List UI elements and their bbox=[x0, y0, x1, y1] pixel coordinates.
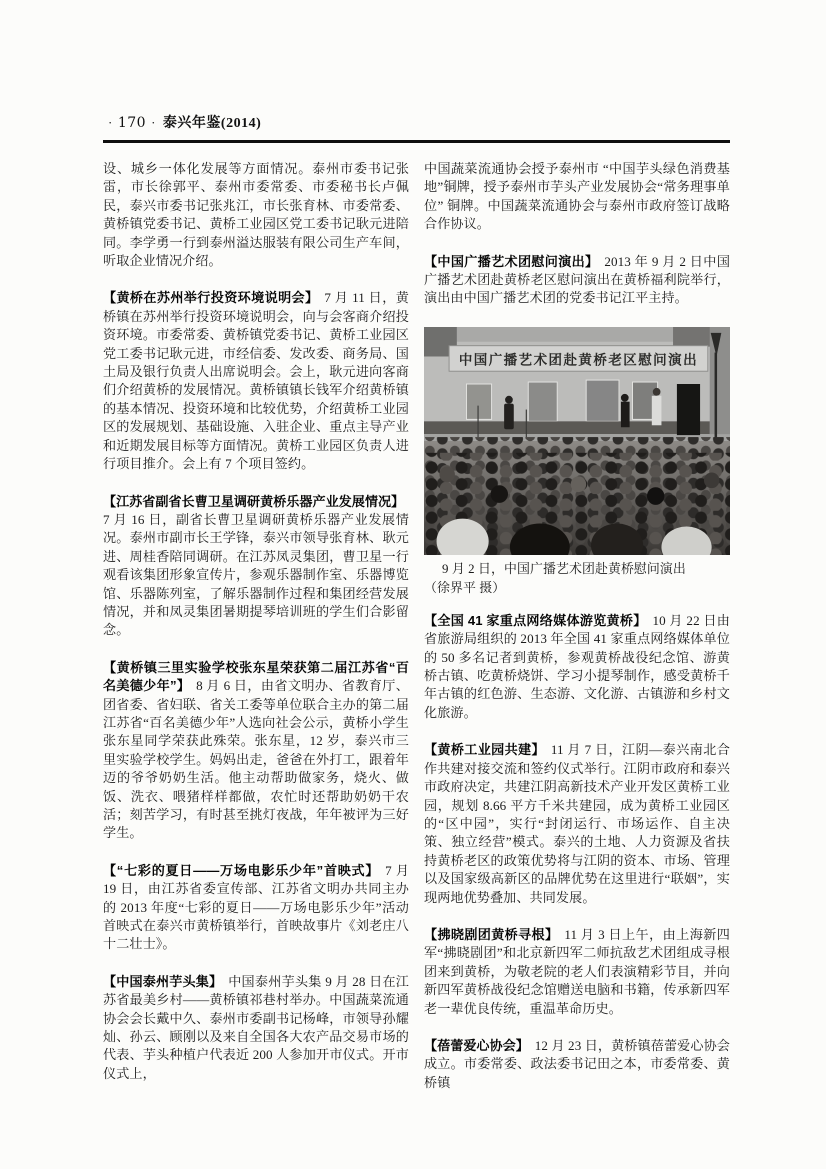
entry-heading: 【中国广播艺术团慰问演出】 bbox=[424, 253, 599, 269]
entry-paragraph bbox=[103, 862, 409, 954]
two-column-layout bbox=[103, 160, 730, 1092]
entry-heading: 【江苏省副省长曹卫星调研黄桥乐器产业发展情况】 bbox=[103, 493, 405, 509]
header-dot-icon: · bbox=[151, 115, 156, 130]
page-number: 170 bbox=[117, 115, 147, 131]
entry-paragraph bbox=[424, 612, 730, 722]
news-photo-figure bbox=[424, 327, 730, 598]
entry-heading: 【蓓蕾爱心协会】 bbox=[424, 1037, 529, 1053]
continuation-paragraph: 设、城乡一体化发展等方面情况。泰州市委书记张雷，市长徐郭平、泰州市委常委、市委秘书长卢佩民，泰兴市委书记张兆江，市长张育林、市委常委、黄桥镇党委书记、黄桥工业园区党工委书记耿元进陪同。李学勇一行到泰州溢达服装有限公司生产车间，听取企业情况介绍。 bbox=[103, 161, 409, 269]
entry-paragraph bbox=[424, 741, 730, 907]
entry-heading: 【“七彩的夏日——万场电影乐少年”首映式】 bbox=[103, 862, 380, 878]
entry-heading: 【拂晓剧团黄桥寻根】 bbox=[424, 926, 559, 942]
entry-heading: 【中国泰州芋头集】 bbox=[103, 973, 223, 989]
photo-credit: （徐界平 摄） bbox=[424, 580, 506, 595]
entry-paragraph bbox=[424, 1037, 730, 1092]
entry-paragraph bbox=[103, 493, 409, 640]
header-rule bbox=[103, 140, 730, 143]
entry-body: 12 月 23 日，黄桥镇蓓蕾爱心协会成立。市委常委、政法委书记田之本，市委常委、黄桥镇 bbox=[424, 1037, 730, 1090]
entry-paragraph bbox=[424, 253, 730, 308]
news-photo bbox=[424, 327, 730, 555]
photo-caption-text: 9 月 2 日，中国广播艺术团赴黄桥慰问演出 bbox=[442, 561, 686, 576]
entry-paragraph bbox=[424, 926, 730, 1018]
entry-body: 2013 年 9 月 2 日中国广播艺术团赴黄桥老区慰问演出在黄桥福利院举行，演出由中国广播艺术团的党委书记江平主持。 bbox=[424, 253, 731, 306]
entry-heading: 【黄桥在苏州举行投资环境说明会】 bbox=[103, 290, 319, 306]
entry-body: 7 月 11 日，黄桥镇在苏州举行投资环境说明会，向与会客商介绍投资环境。市委常委、黄桥镇党委书记、黄桥工业园区党工委书记耿元进，市经信委、发改委、商务局、国土局及银行负责人出席说明会。会上，耿元进向客商们介绍黄桥的发展情况。黄桥镇镇长钱军介绍黄桥镇的基本情况、投资环境和比较优势，介绍黄桥工业园区的发展规划、基础设施、入驻企业、重点主导产业和近期发展目标等方面情况。黄桥工业园区负责人进行项目推介。会上有 7 个项目签约。 bbox=[103, 290, 409, 472]
entry-paragraph bbox=[103, 289, 409, 473]
entry-heading: 【黄桥镇三里实验学校张东星荣获第二届江苏省“百名美德少年”】 bbox=[103, 659, 409, 694]
entry-body: 11 月 7 日，江阴—泰兴南北合作共建对接交流和签约仪式举行。江阴市政府和泰兴市政府决定，共建江阴高新技术产业开发区黄桥工业园，规划 8.66 平方千米共建园，成为黄桥工业园区的“区中园”，实行“封闭运行、市场运作、自主决策、独立经营”模式。泰兴的土地、人力资源及省扶持黄桥老区的政策优势将与江阴的资本、市场、管理以及国家级高新区的品牌优势在这里进行“联姻”，实现两地优势叠加、共同发展。 bbox=[424, 742, 730, 905]
left-column bbox=[103, 160, 409, 1092]
entry-body: 11 月 3 日上午，由上海新四军“拂晓剧团”和北京新四军二师抗敌艺术团组成寻根团来到黄桥，为敬老院的老人们表演精彩节目，并向新四军黄桥战役纪念馆赠送电脑和书籍，传承新四军老一辈优良传统，重温革命历史。 bbox=[424, 926, 731, 1016]
header-title: 泰兴年鉴(2014) bbox=[162, 116, 262, 131]
photo-banner bbox=[449, 346, 708, 372]
photo-caption bbox=[424, 560, 730, 598]
page-header bbox=[103, 112, 730, 132]
header-dot-icon: · bbox=[108, 115, 113, 130]
entry-body: 中国泰州芋头集 9 月 28 日在江苏省最美乡村——黄桥镇祁巷村举办。中国蔬菜流通协会会长戴中久、泰州市委副书记杨峰，市领导孙耀灿、孙云、顾刚以及来自全国各大农产品交易市场的代表、芋头种植户代表近 200 人参加开市仪式。开市仪式上， bbox=[103, 973, 409, 1081]
photo-crowd bbox=[424, 437, 730, 555]
entry-heading: 【全国 41 家重点网络媒体游览黄桥】 bbox=[424, 612, 647, 628]
entry-body: 7 月 19 日，由江苏省委宣传部、江苏省文明办共同主办的 2013 年度“七彩的夏日——万场电影乐少年”活动首映式在泰兴市黄桥镇举行，首映故事片《刘老庄八十二壮士》。 bbox=[103, 862, 410, 952]
entry-heading: 【黄桥工业园共建】 bbox=[424, 742, 545, 758]
entry-body: 8 月 6 日，由省文明办、省教育厅、团省委、省妇联、省关工委等单位联合主办的第二届江苏省“百名美德少年”人选向社会公示，黄桥小学生张东星同学荣获此殊荣。张东星，12 岁，泰兴市三里实验学校学生。妈妈出走，爸爸在外打工，跟着年迈的爷爷奶奶生活。他主动帮助做家务，烧火、做饭、洗衣、喂猪样样都做，农忙时还帮助奶奶干农活；刻苦学习，有时甚至挑灯夜战，年年被评为三好学生。 bbox=[103, 678, 409, 841]
entry-paragraph bbox=[103, 973, 409, 1083]
entry-body: 7 月 16 日，副省长曹卫星调研黄桥乐器产业发展情况。泰州市副市长王学锋，泰兴市领导张育林、耿元进、周桂香陪同调研。在江苏凤灵集团，曹卫星一行观看该集团形象宣传片，参观乐器制作室、乐器博览馆、乐器陈列室，了解乐器制作过程和集团经营发展情况，并和凤灵集团暑期提琴培训班的学生们合影留念。 bbox=[103, 511, 409, 638]
entry-body: 10 月 22 日由省旅游局组织的 2013 年全国 41 家重点网络媒体单位的 50 多名记者到黄桥，参观黄桥战役纪念馆、游黄桥古镇、吃黄桥烧饼、学习小提琴制作，感受黄桥千年古镇的红色游、生态游、文化游、古镇游和乡村文化旅游。 bbox=[424, 612, 730, 720]
right-column bbox=[424, 160, 730, 1092]
continuation-paragraph: 中国蔬菜流通协会授予泰州市 “中国芋头绿色消费基地”铜牌，授予泰州市芋头产业发展协会“常务理事单位” 铜牌。中国蔬菜流通协会与泰州市政府签订战略合作协议。 bbox=[424, 161, 730, 232]
entry-paragraph bbox=[103, 659, 409, 843]
photo-banner-text: 中国广播艺术团赴黄桥老区慰问演出 bbox=[458, 352, 699, 368]
